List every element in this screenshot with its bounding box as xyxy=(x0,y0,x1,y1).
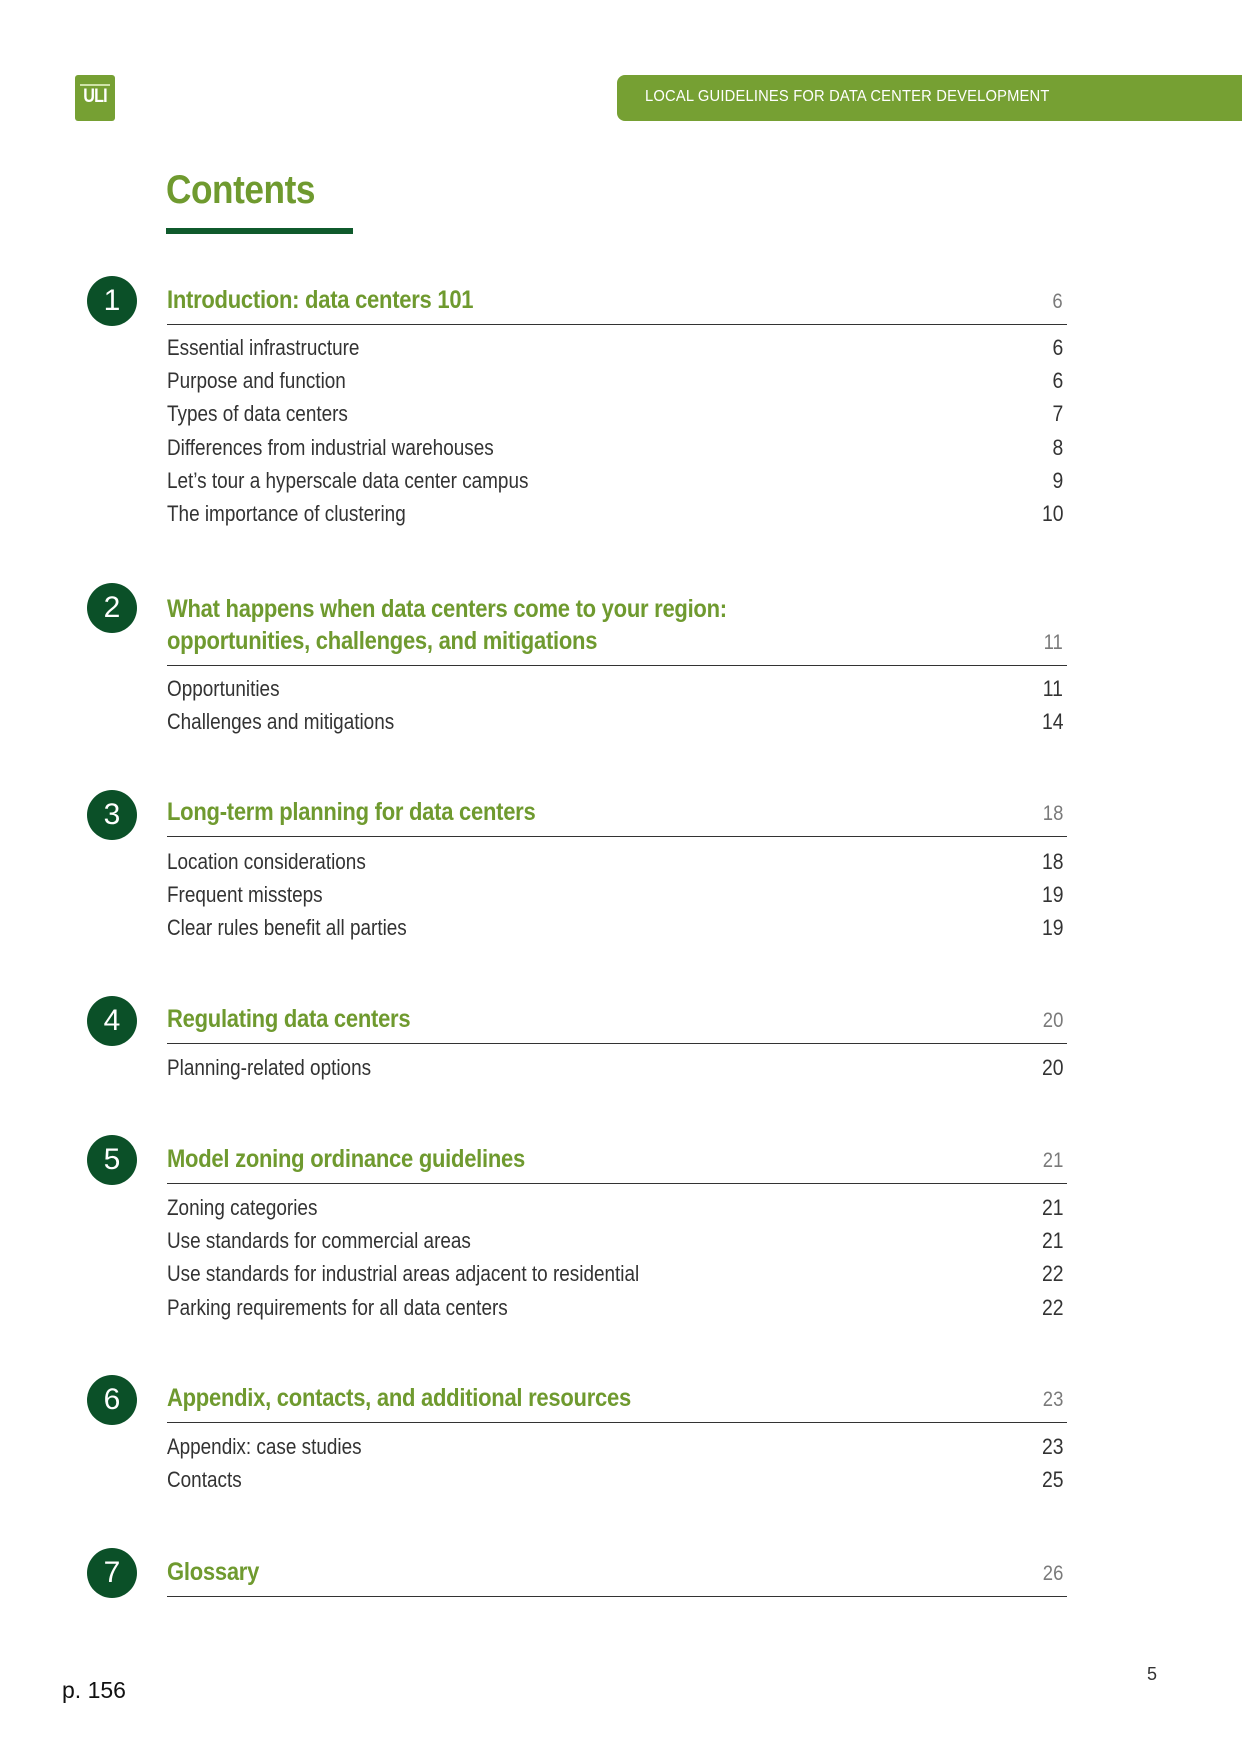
toc-item-label: Differences from industrial warehouses xyxy=(167,434,494,460)
toc-item-page: 9 xyxy=(1052,467,1063,493)
toc-heading-row[interactable] xyxy=(167,280,1067,325)
toc-item[interactable] xyxy=(167,1463,1067,1496)
toc-item-page: 7 xyxy=(1052,401,1063,427)
toc-item-page: 22 xyxy=(1041,1261,1063,1287)
toc-item-label: Parking requirements for all data centers xyxy=(167,1294,508,1320)
toc-item-label: Types of data centers xyxy=(167,401,348,427)
toc-item-label: Purpose and function xyxy=(167,368,346,394)
toc-item[interactable] xyxy=(167,1257,1067,1290)
toc-item-label: Planning-related options xyxy=(167,1055,372,1080)
toc-items xyxy=(167,1191,1067,1324)
toc-item-page: 11 xyxy=(1042,676,1063,701)
page-title: Contents xyxy=(166,168,316,212)
toc-item-page: 21 xyxy=(1041,1195,1063,1220)
toc-item[interactable] xyxy=(167,431,1067,464)
toc-item-page: 18 xyxy=(1041,849,1063,874)
toc-heading-page: 21 xyxy=(1042,1149,1063,1172)
toc-heading-title-line2: opportunities, challenges, and mitigations xyxy=(167,627,598,655)
toc-heading-title: Long-term planning for data centers xyxy=(167,798,536,826)
toc-item-label: Use standards for industrial areas adjacent to residential xyxy=(167,1261,640,1287)
toc-item-page: 6 xyxy=(1052,368,1063,394)
toc-item[interactable] xyxy=(167,1191,1067,1224)
section-number-badge: 7 xyxy=(87,1548,137,1598)
toc-item[interactable] xyxy=(167,397,1067,430)
toc-item[interactable] xyxy=(167,464,1067,497)
toc-item-label: Zoning categories xyxy=(167,1195,318,1220)
toc-item-label: Opportunities xyxy=(167,676,280,701)
toc-item-page: 8 xyxy=(1052,434,1063,460)
toc-heading-title: Model zoning ordinance guidelines xyxy=(167,1145,525,1173)
toc-items xyxy=(167,1430,1067,1496)
toc-heading-row[interactable] xyxy=(167,998,1067,1044)
toc-item-label: Challenges and mitigations xyxy=(167,709,395,735)
toc-item-page: 23 xyxy=(1041,1434,1063,1459)
header-banner-text: LOCAL GUIDELINES FOR DATA CENTER DEVELOPMENT xyxy=(645,88,1050,105)
toc-heading-title: Glossary xyxy=(167,1558,260,1586)
toc-heading-title: Introduction: data centers 101 xyxy=(167,286,474,314)
toc-heading-row[interactable] xyxy=(167,1551,1067,1597)
toc-item[interactable] xyxy=(167,878,1067,911)
section-number-badge: 1 xyxy=(87,276,137,326)
toc-heading-row[interactable] xyxy=(167,1378,1067,1423)
toc-heading-page: 11 xyxy=(1043,631,1063,654)
toc-item-label: Use standards for commercial areas xyxy=(167,1228,471,1254)
toc-heading-title: What happens when data centers come to your region: xyxy=(167,595,727,623)
section-number-badge: 3 xyxy=(87,790,137,840)
page-reference: p. 156 xyxy=(62,1677,126,1703)
toc-item-label: Essential infrastructure xyxy=(167,335,360,360)
toc-heading-row[interactable] xyxy=(167,585,1067,666)
uli-logo xyxy=(75,75,115,121)
toc-item[interactable] xyxy=(167,364,1067,397)
toc-item-page: 21 xyxy=(1041,1228,1063,1254)
toc-item[interactable] xyxy=(167,331,1067,364)
toc-item[interactable] xyxy=(167,497,1067,530)
toc-items xyxy=(167,672,1067,738)
toc-heading-row[interactable] xyxy=(167,792,1067,837)
toc-item-page: 22 xyxy=(1041,1294,1063,1320)
toc-item-label: The importance of clustering xyxy=(167,500,406,526)
toc-item-label: Clear rules benefit all parties xyxy=(167,915,407,941)
toc-item[interactable] xyxy=(167,705,1067,738)
toc-item[interactable] xyxy=(167,672,1067,705)
toc-item-label: Contacts xyxy=(167,1467,242,1493)
toc-item-label: Let’s tour a hyperscale data center campus xyxy=(167,467,529,493)
toc-heading-row[interactable] xyxy=(167,1138,1067,1184)
toc-item[interactable] xyxy=(167,911,1067,944)
toc-item-page: 14 xyxy=(1041,709,1063,735)
toc-items xyxy=(167,1051,1067,1084)
toc-heading-title: Regulating data centers xyxy=(167,1005,411,1033)
toc-item-page: 25 xyxy=(1041,1467,1063,1493)
toc-items xyxy=(167,845,1067,945)
toc-heading-page: 23 xyxy=(1042,1388,1063,1411)
title-underline xyxy=(166,228,353,234)
toc-item[interactable] xyxy=(167,1051,1067,1084)
toc-item-page: 19 xyxy=(1041,915,1063,941)
toc-item[interactable] xyxy=(167,845,1067,878)
toc-item-label: Frequent missteps xyxy=(167,882,323,908)
page-number: 5 xyxy=(1147,1664,1158,1684)
section-number-badge: 6 xyxy=(87,1375,137,1425)
section-number-badge: 5 xyxy=(87,1135,137,1185)
header-banner xyxy=(617,75,1242,121)
toc-heading-page: 20 xyxy=(1042,1009,1063,1032)
logo-text: ULI xyxy=(83,86,107,107)
toc-item-page: 20 xyxy=(1041,1055,1063,1080)
toc-item-page: 19 xyxy=(1041,882,1063,908)
toc-heading-title: Appendix, contacts, and additional resources xyxy=(167,1384,631,1412)
toc-item-page: 10 xyxy=(1041,500,1063,526)
toc-item-page: 6 xyxy=(1052,335,1063,360)
toc-item-label: Appendix: case studies xyxy=(167,1434,362,1459)
toc-item[interactable] xyxy=(167,1224,1067,1257)
toc-heading-page: 6 xyxy=(1052,290,1063,313)
toc-item[interactable] xyxy=(167,1291,1067,1324)
toc-heading-page: 18 xyxy=(1042,802,1063,825)
toc-item-label: Location considerations xyxy=(167,849,366,874)
toc-items xyxy=(167,331,1067,530)
toc-item[interactable] xyxy=(167,1430,1067,1463)
section-number-badge: 2 xyxy=(87,583,137,633)
section-number-badge: 4 xyxy=(87,996,137,1046)
toc-heading-page: 26 xyxy=(1042,1562,1063,1585)
